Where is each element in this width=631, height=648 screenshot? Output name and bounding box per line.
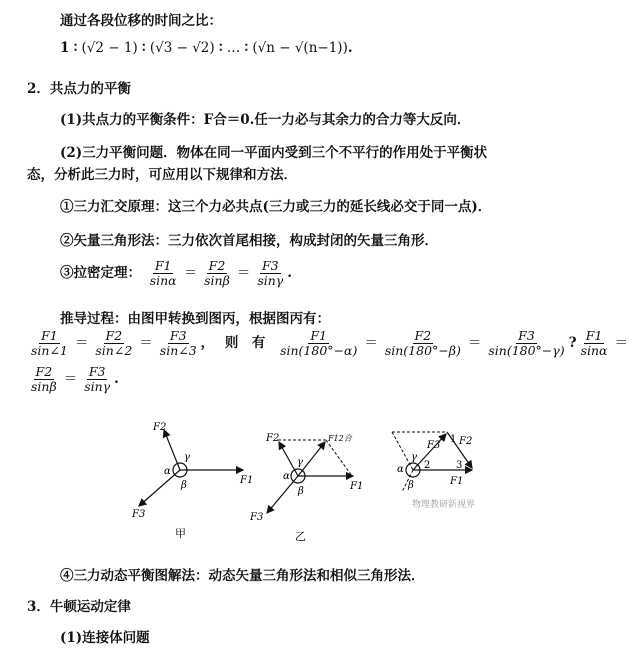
eq-then: 则 有 — [224, 335, 266, 351]
label-beta: β — [298, 486, 304, 497]
heading-newton: 3．牛顿运动定律 — [27, 599, 131, 615]
eq-frac-a2: $\frac{F2}{\sin\angle 2}$ — [95, 328, 133, 358]
method-concurrent: ①三力汇交原理：这三个力必共点(三力或三力的延长线必交于同一点)． — [60, 199, 492, 215]
label-f3: F3 — [427, 440, 441, 451]
lami-frac-2: $\frac{F2}{\sin\beta}$ — [204, 258, 230, 288]
label-alpha: α — [164, 466, 171, 477]
derivation-equation: $\frac{F1}{\sin\angle 1}$ ＝ $\frac{F2}{\sin\angle 2}$ ＝ $\frac{F3}{\sin\angle 3}$ ， 则 有 $\frac{F1}{\sin(180^\circ-\alpha)}$ ＝ $\frac{F2}{\sin(180^\circ-\beta)}$ ＝ $\frac{F3}{\sin(180^\circ-\gamma)}$ ? $\frac{F1}{\sin\alpha}$ ＝ — [31, 328, 628, 358]
eq-frac-a3: $\frac{F3}{\sin\angle 3}$ — [159, 328, 197, 358]
paragraph-connected-bodies: (1)连接体问题 — [60, 630, 150, 646]
paragraph-derivation: 推导过程：由图甲转换到图丙，根据图丙有： — [60, 311, 330, 327]
lami-label: ③拉密定理： — [60, 265, 141, 281]
ratio-term-n: (√n − √(n−1)) — [252, 40, 348, 56]
label-gamma: γ — [184, 452, 190, 463]
label-beta: β — [181, 480, 187, 491]
derivation-equation-cont: $\frac{F2}{\sin\beta}$ ＝ $\frac{F3}{\sin\gamma}$ . — [31, 364, 119, 394]
ratio-formula — [60, 40, 353, 56]
label-f12: F12合 — [328, 434, 352, 443]
arrow-f2 — [164, 430, 180, 470]
paragraph-three-force-1: (2)三力平衡问题．物体在同一平面内受到三个不平行的作用处于平衡状 — [60, 145, 488, 161]
method-lami: ③拉密定理： $\frac{F1}{\sin\alpha}$ ＝ $\frac{F2}{\sin\beta}$ ＝ $\frac{F3}{\sin\gamma}$ . — [60, 258, 292, 288]
heading-equilibrium: 2．共点力的平衡 — [27, 81, 131, 97]
label-angle-2: 2 — [424, 460, 431, 471]
figure-yi — [249, 433, 363, 543]
label-gamma: γ — [411, 452, 417, 463]
label-f2: F2 — [153, 422, 167, 433]
ratio-term-ellipsis: … — [226, 40, 241, 56]
ratio-colon: ∶ — [73, 40, 78, 56]
label-alpha: α — [397, 464, 404, 475]
label-angle-3: 3 — [456, 460, 463, 471]
eq-frac-c1: $\frac{F1}{\sin\alpha}$ — [580, 328, 608, 358]
method-vector-triangle: ②矢量三角形法：三力依次首尾相接，构成封闭的矢量三角形． — [60, 233, 438, 249]
paragraph-three-force-2: 态，分析此三力时，可应用以下规律和方法． — [27, 167, 297, 183]
eq-frac-a1: $\frac{F1}{\sin\angle 1}$ — [31, 328, 68, 358]
watermark: 物理教研新视界 — [412, 500, 476, 510]
eq-frac-b3: $\frac{F3}{\sin(180^\circ-\gamma)}$ — [488, 328, 565, 358]
eq-question: ? — [568, 335, 577, 351]
caption-yi: 乙 — [295, 530, 306, 543]
ratio-term-1: (√2 − 1) — [81, 40, 138, 56]
eq-frac-b2: $\frac{F2}{\sin(180^\circ-\beta)}$ — [384, 328, 461, 358]
figure-bing — [392, 432, 472, 492]
label-f3: F3 — [250, 512, 264, 523]
eq-frac-b1: $\frac{F1}{\sin(180^\circ-\alpha)}$ — [280, 328, 358, 358]
caption-jia: 甲 — [175, 527, 186, 540]
label-f2: F2 — [266, 433, 280, 444]
label-f1: F1 — [350, 481, 364, 492]
label-angle-1: 1 — [450, 434, 457, 445]
label-beta: β — [408, 480, 414, 491]
ratio-term-2: (√3 − √2) — [149, 40, 215, 56]
lami-frac-3: $\frac{F3}{\sin\gamma}$ — [257, 258, 284, 288]
label-gamma: γ — [297, 457, 303, 468]
arrow-f3 — [139, 470, 180, 506]
ratio-one: 1 — [60, 40, 70, 56]
eq-frac-c3: $\frac{F3}{\sin\gamma}$ — [84, 364, 111, 394]
label-f3: F3 — [132, 509, 146, 520]
label-f1: F1 — [240, 475, 254, 486]
label-f2: F2 — [459, 436, 473, 447]
method-dynamic: ④三力动态平衡图解法：动态矢量三角形法和相似三角形法． — [60, 568, 425, 584]
ratio-end: . — [347, 40, 353, 56]
lami-frac-1: $\frac{F1}{\sin\alpha}$ — [149, 258, 177, 288]
text-time-ratio-intro: 通过各段位移的时间之比： — [60, 13, 222, 29]
ratio-colon: ∶ — [244, 40, 249, 56]
label-f1: F1 — [450, 476, 464, 487]
paragraph-time-ratio — [60, 9, 222, 29]
figure-jia — [131, 422, 253, 540]
ratio-colon: ∶ — [218, 40, 223, 56]
eq-frac-c2: $\frac{F2}{\sin\beta}$ — [31, 364, 57, 394]
paragraph-condition: (1)共点力的平衡条件：F合＝0.任一力必与其余力的合力等大反向． — [60, 112, 471, 128]
label-alpha: α — [283, 471, 290, 482]
ratio-colon: ∶ — [142, 40, 146, 56]
